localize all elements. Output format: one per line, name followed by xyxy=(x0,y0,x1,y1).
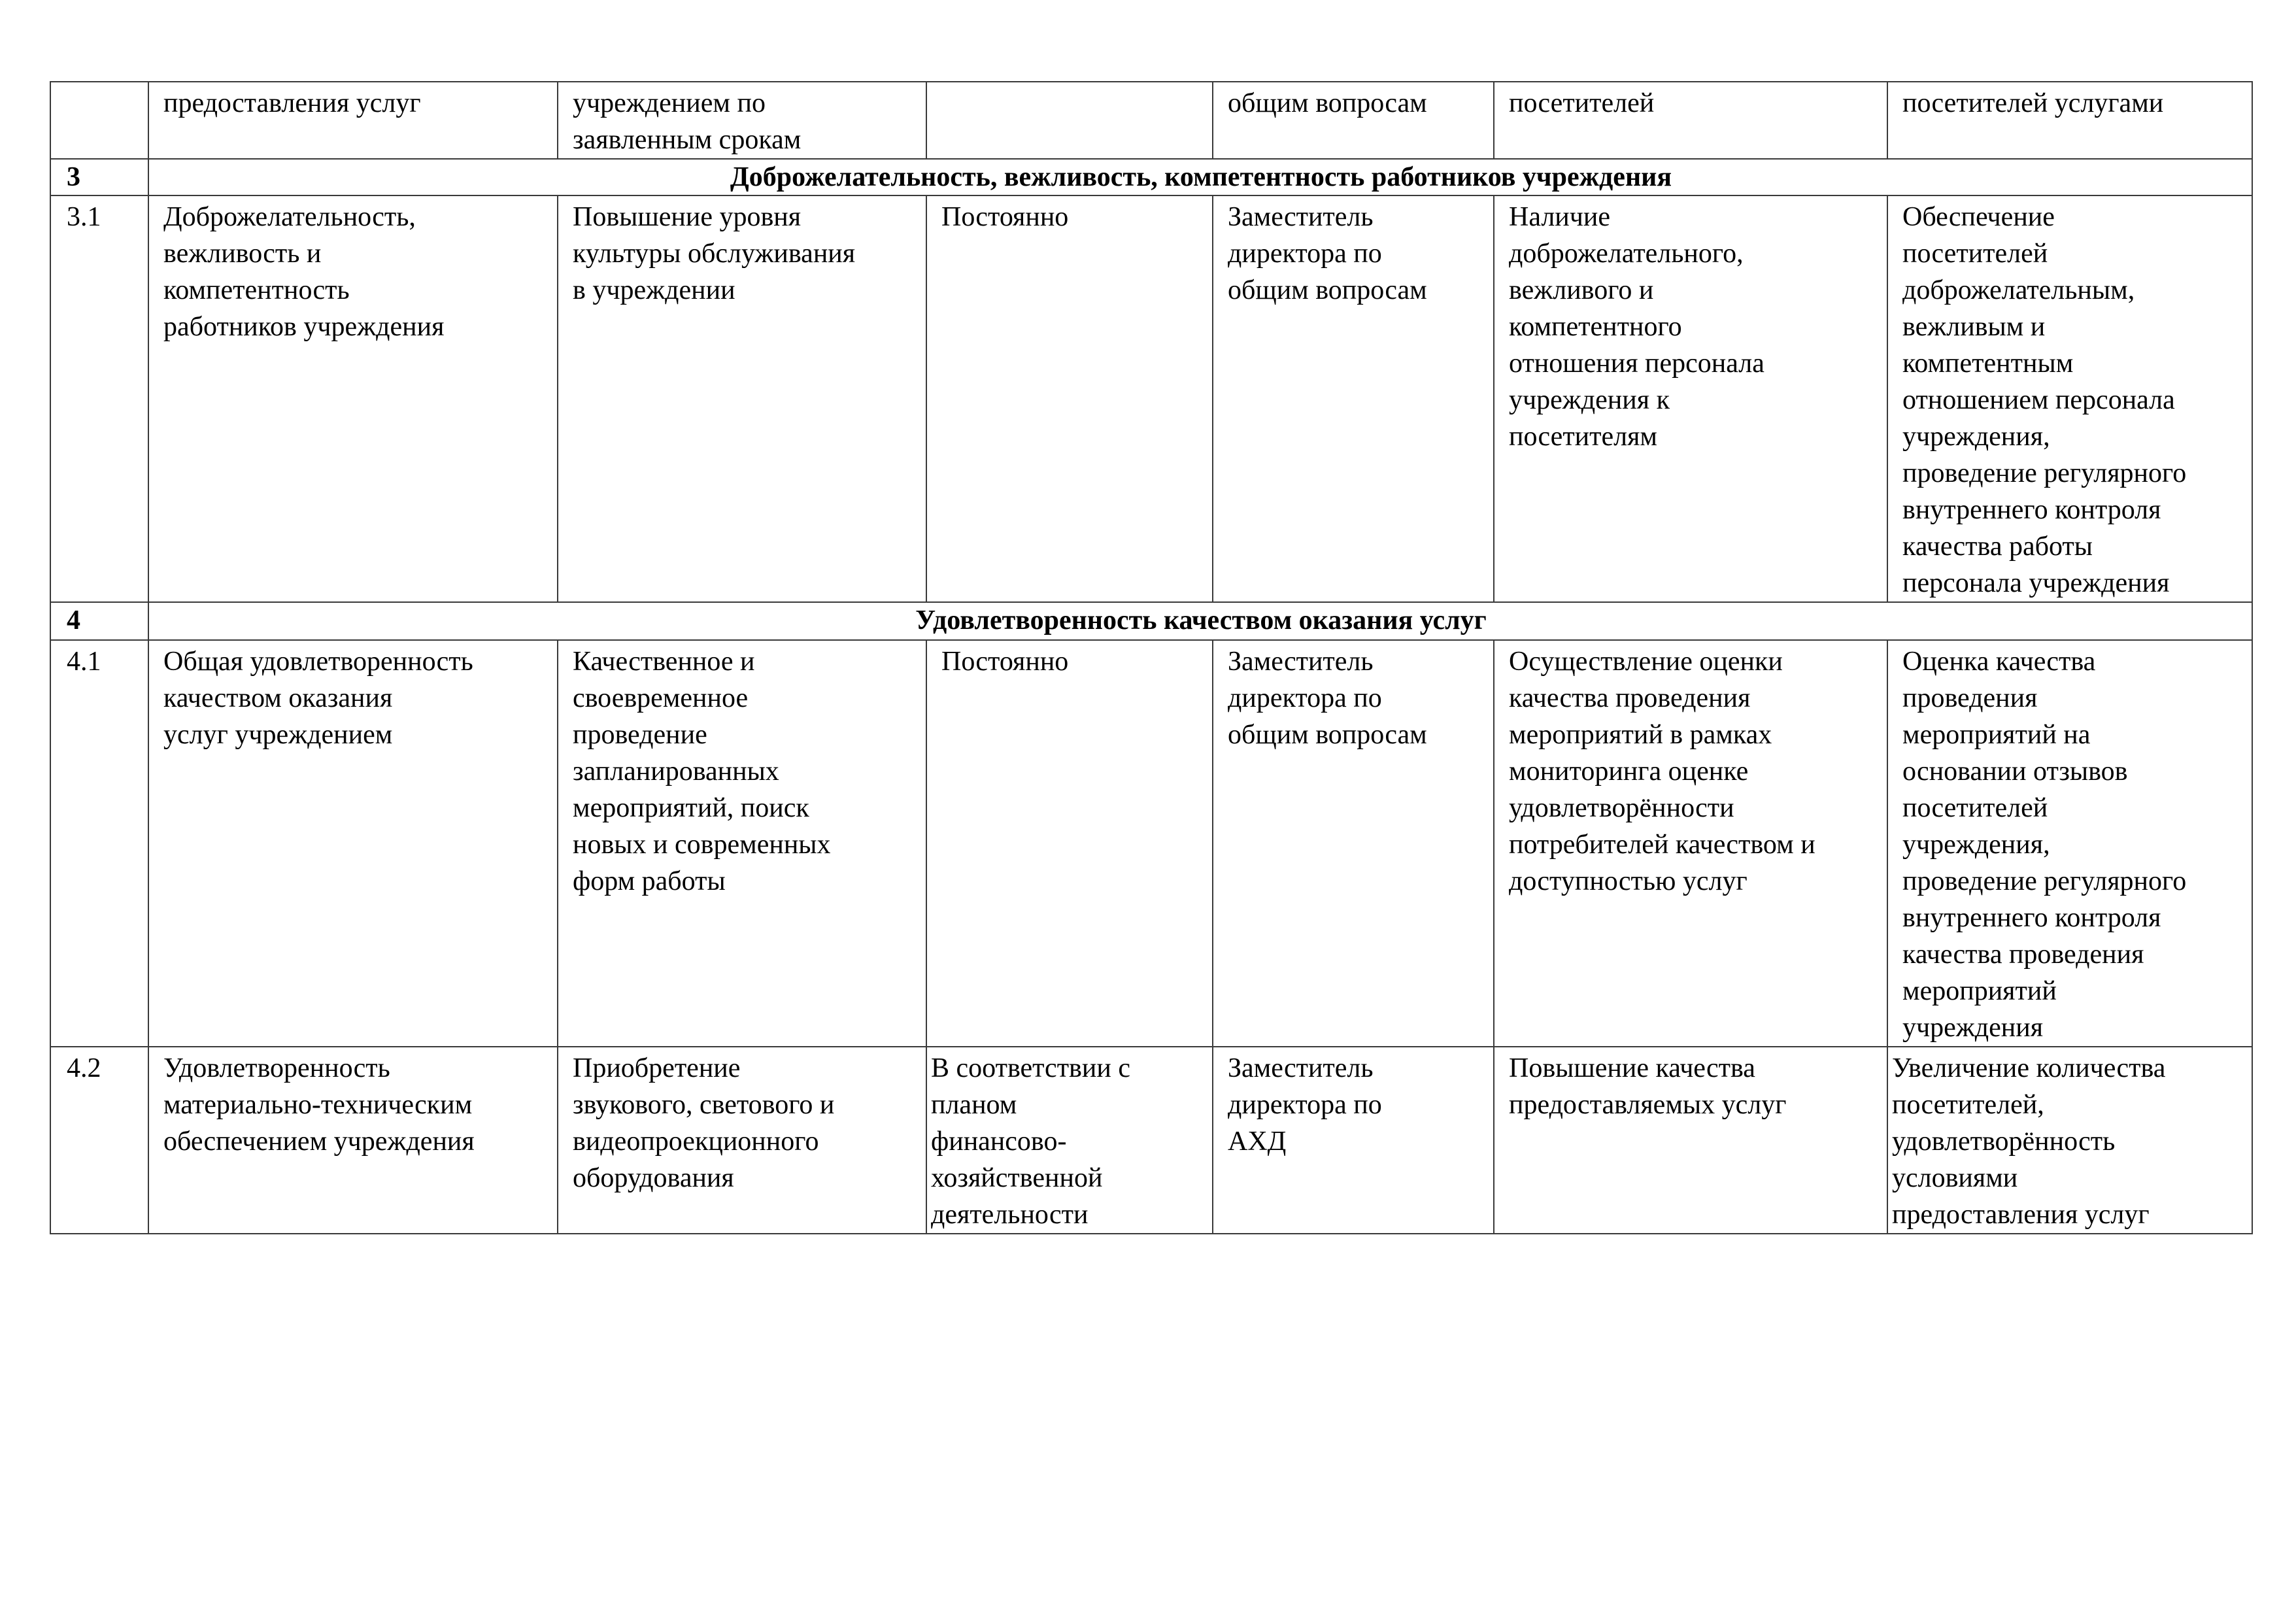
cell-measure: Повышение уровня культуры обслуживания в учреждении xyxy=(558,195,926,602)
cell-deadline: В соответствии с планом финансово- хозяйственной деятельности xyxy=(926,1047,1213,1234)
cell-num: 3.1 xyxy=(50,195,148,602)
cell-criterion: Общая удовлетворенность качеством оказания услуг учреждением xyxy=(148,640,558,1047)
cell-deadline: Постоянно xyxy=(926,195,1213,602)
cell-criterion: предоставления услуг xyxy=(148,82,558,159)
section-row-4 xyxy=(50,602,2252,640)
cell-indicator: Увеличение количества посетителей, удовлетворённость условиями предоставления услуг xyxy=(1887,1047,2252,1234)
section-number: 4 xyxy=(50,602,148,640)
cell-deadline xyxy=(926,82,1213,159)
cell-responsible: Заместитель директора по АХД xyxy=(1213,1047,1494,1234)
section-title: Удовлетворенность качеством оказания услуг xyxy=(148,602,2252,640)
cell-criterion: Доброжелательность, вежливость и компетентность работников учреждения xyxy=(148,195,558,602)
cell-measure: Качественное и своевременное проведение запланированных мероприятий, поиск новых и современных форм работы xyxy=(558,640,926,1047)
measures-table xyxy=(50,81,2253,1234)
cell-measure: Приобретение звукового, светового и видеопроекционного оборудования xyxy=(558,1047,926,1234)
cell-indicator: Оценка качества проведения мероприятий на основании отзывов посетителей учреждения, проведение регулярного внутреннего контроля качества проведения мероприятий учреждения xyxy=(1887,640,2252,1047)
cell-responsible: общим вопросам xyxy=(1213,82,1494,159)
cell-num xyxy=(50,82,148,159)
cell-expected-result: посетителей xyxy=(1494,82,1887,159)
cell-expected-result: Наличие доброжелательного, вежливого и компетентного отношения персонала учреждения к посетителям xyxy=(1494,195,1887,602)
cell-responsible: Заместитель директора по общим вопросам xyxy=(1213,195,1494,602)
cell-num: 4.1 xyxy=(50,640,148,1047)
table-row-4-1 xyxy=(50,640,2252,1047)
cell-measure: учреждением по заявленным срокам xyxy=(558,82,926,159)
cell-num: 4.2 xyxy=(50,1047,148,1234)
table-row-continuation xyxy=(50,82,2252,159)
table-row-4-2 xyxy=(50,1047,2252,1234)
cell-expected-result: Повышение качества предоставляемых услуг xyxy=(1494,1047,1887,1234)
section-number: 3 xyxy=(50,159,148,195)
table-row-3-1 xyxy=(50,195,2252,602)
cell-responsible: Заместитель директора по общим вопросам xyxy=(1213,640,1494,1047)
cell-indicator: Обеспечение посетителей доброжелательным, вежливым и компетентным отношением персонала учреждения, проведение регулярного внутреннего контроля качества работы персонала учреждения xyxy=(1887,195,2252,602)
cell-criterion: Удовлетворенность материально-техническим обеспечением учреждения xyxy=(148,1047,558,1234)
cell-deadline: Постоянно xyxy=(926,640,1213,1047)
section-row-3 xyxy=(50,159,2252,195)
cell-expected-result: Осуществление оценки качества проведения мероприятий в рамках мониторинга оценке удовлетворённости потребителей качеством и доступностью услуг xyxy=(1494,640,1887,1047)
cell-indicator: посетителей услугами xyxy=(1887,82,2252,159)
section-title: Доброжелательность, вежливость, компетентность работников учреждения xyxy=(148,159,2252,195)
